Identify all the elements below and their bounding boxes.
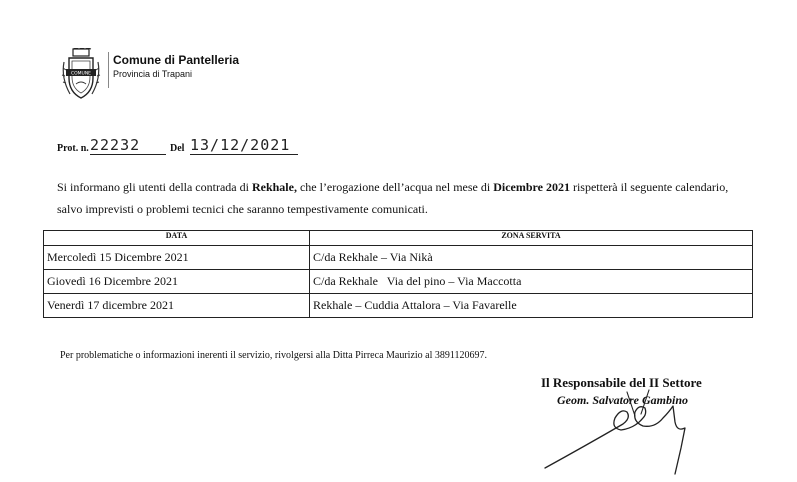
entity-name: Comune di Pantelleria	[113, 53, 240, 67]
table-row	[44, 270, 753, 294]
header-divider	[108, 52, 109, 88]
contact-note: Per problematiche o informazioni inerenti il servizio, rivolgersi alla Ditta Pirreca Maurizio al 3891120697.	[60, 350, 488, 361]
municipal-crest-icon	[60, 48, 102, 100]
header-date: DATA	[44, 231, 310, 246]
row-zone: C/da Rekhale Via del pino – Via Maccotta	[310, 270, 753, 294]
date-label: Del	[170, 143, 185, 154]
intro-text: rispetterà il seguente calendario,	[569, 180, 729, 194]
province-name: Provincia di Trapani	[113, 69, 193, 79]
intro-area: Rekhale,	[251, 180, 297, 194]
table-row	[44, 294, 753, 318]
protocol-date: 13/12/2021	[190, 136, 298, 155]
signer-name: Geom. Salvatore Gambino	[557, 393, 688, 407]
intro-line-1	[57, 180, 728, 195]
protocol-number: 22232	[90, 136, 166, 155]
row-date: Giovedì 16 Dicembre 2021	[44, 270, 310, 294]
row-date: Mercoledì 15 Dicembre 2021	[44, 246, 310, 270]
intro-text: Si informano gli utenti della contrada di	[57, 180, 252, 194]
row-zone: Rekhale – Cuddia Attalora – Via Favarelle	[310, 294, 753, 318]
row-zone: C/da Rekhale – Via Nikà	[310, 246, 753, 270]
protocol-label: Prot. n.	[57, 143, 89, 154]
handwritten-signature	[535, 388, 705, 480]
crest-label: COMUNE	[70, 71, 92, 77]
signer-title: Il Responsabile del II Settore	[541, 375, 702, 390]
schedule-table	[43, 230, 753, 318]
table-row	[44, 246, 753, 270]
intro-month: Dicembre 2021	[493, 180, 570, 194]
row-date: Venerdì 17 dicembre 2021	[44, 294, 310, 318]
intro-text: che l’erogazione dell’acqua nel mese di	[296, 180, 494, 194]
table-header-row	[44, 231, 753, 246]
header-zone: ZONA SERVITA	[310, 231, 753, 246]
intro-line-2: salvo imprevisti o problemi tecnici che saranno tempestivamente comunicati.	[57, 202, 428, 216]
